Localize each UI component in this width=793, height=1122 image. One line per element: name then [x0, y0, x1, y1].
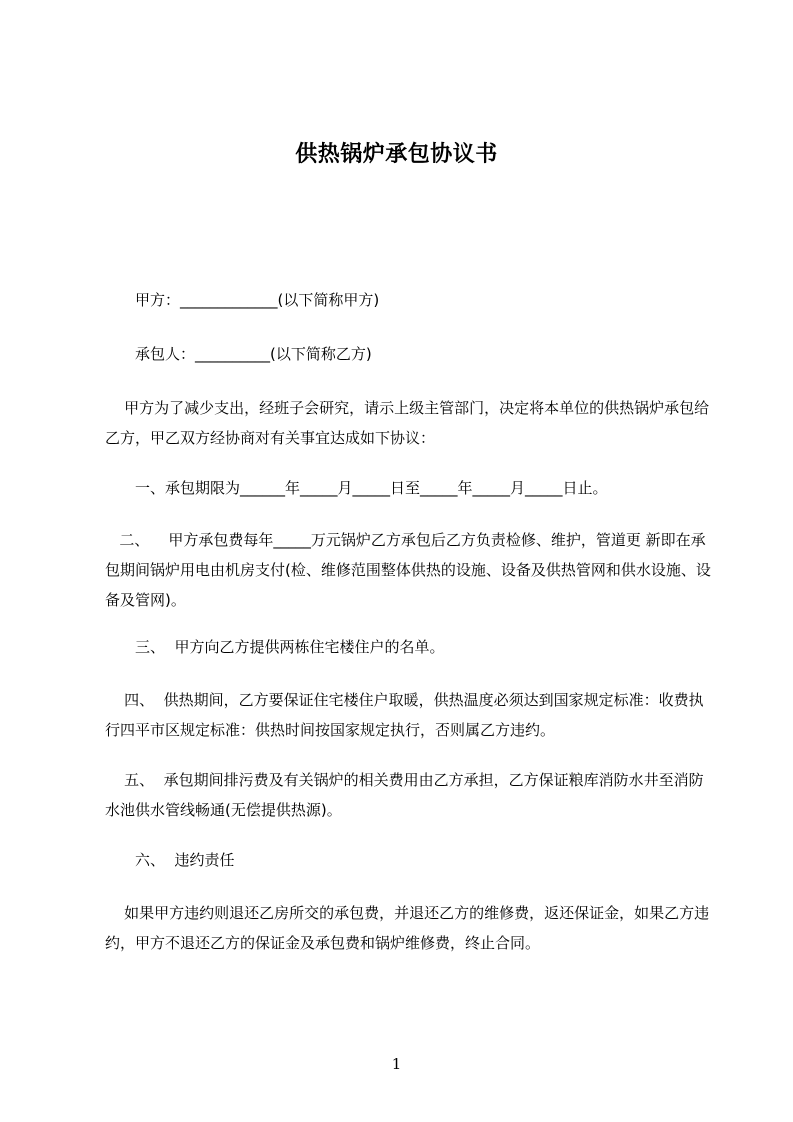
breach-paragraph: 如果甲方违约则退还乙房所交的承包费，并退还乙方的维修费，返还保证金，如果乙方违约，甲方不退还乙方的保证金及承包费和锅炉维修费，终止合同。 — [105, 904, 710, 952]
clause-3: 三、 甲方向乙方提供两栋住宅楼住户的名单。 — [135, 638, 445, 656]
party-b-line: 承包人：__________(以下简称乙方) — [135, 345, 372, 363]
clause-6-heading: 六、 违约责任 — [135, 851, 235, 869]
clause-5: 五、 承包期间排污费及有关锅炉的相关费用由乙方承担，乙方保证粮库消防水井至消防水池供水管线畅通(无偿提供热源)。 — [105, 771, 704, 819]
preamble-paragraph: 甲方为了减少支出，经班子会研究，请示上级主管部门，决定将本单位的供热锅炉承包给乙方，甲乙双方经协商对有关事宜达成如下协议： — [105, 399, 710, 447]
page-number: 1 — [391, 1055, 402, 1073]
clause-1: 一、承包期限为______年_____月_____日至_____年_____月_____日止。 — [135, 479, 608, 497]
document-title: 供热锅炉承包协议书 — [295, 142, 498, 167]
clause-4: 四、 供热期间，乙方要保证住宅楼住户取暖，供热温度必须达到国家规定标准：收费执行四平市区规定标准：供热时间按国家规定执行，否则属乙方违约。 — [105, 691, 704, 739]
party-a-line: 甲方：_____________(以下简称甲方) — [135, 291, 380, 309]
clause-2: 二、 甲方承包费每年_____万元锅炉乙方承包后乙方负责检修、维护，管道更 新即在承包期间锅炉用电由机房支付(检、维修范围整体供热的设施、设备及供热管网和供水设施、设备及管网)。 — [105, 531, 711, 609]
